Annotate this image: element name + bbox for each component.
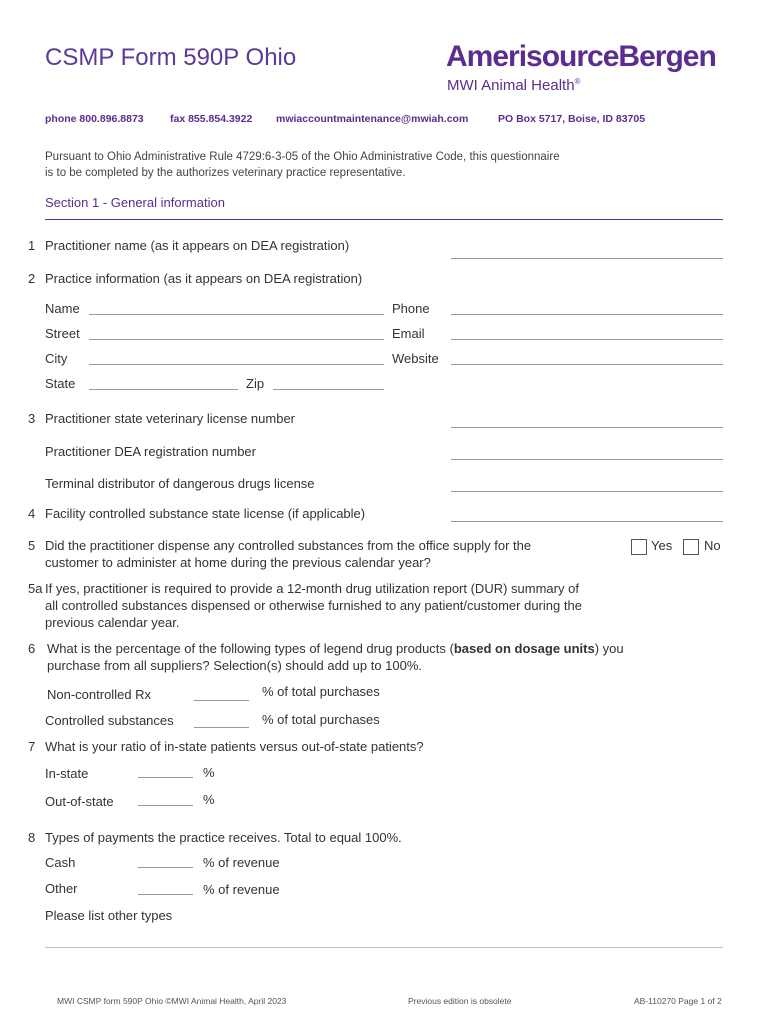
city-label: City: [45, 351, 68, 366]
cash-label: Cash: [45, 855, 76, 870]
instate-pct-sign: %: [203, 765, 215, 780]
question-number: 5a: [28, 581, 43, 596]
yes-checkbox[interactable]: [631, 539, 647, 555]
question-number: 8: [28, 830, 36, 845]
footer-obsolete-note: Previous edition is obsolete: [408, 996, 512, 1006]
yes-label: Yes: [651, 538, 673, 553]
outstate-pct-field[interactable]: [138, 805, 193, 806]
dea-number-field[interactable]: [451, 459, 723, 460]
controlled-label: Controlled substances: [45, 713, 174, 728]
website-field[interactable]: [451, 364, 723, 365]
email-field[interactable]: [451, 339, 723, 340]
other-revenue-label: % of revenue: [203, 882, 280, 897]
vet-license-label: Practitioner state veterinary license number: [45, 411, 296, 426]
page-title: CSMP Form 590P Ohio: [45, 44, 297, 71]
question-number: 7: [28, 739, 36, 754]
noncontrolled-pct-field[interactable]: [194, 700, 249, 701]
question-number: 1: [28, 238, 36, 253]
question-number: 6: [28, 641, 36, 656]
other-types-field[interactable]: [45, 947, 723, 948]
list-other-label: Please list other types: [45, 908, 173, 923]
other-pct-field[interactable]: [138, 894, 193, 895]
dispense-question: Did the practitioner dispense any controlled substances from the office supply for the customer to administer at home during the previous calendar year?: [45, 538, 532, 570]
footer-page-number: AB-110270 Page 1 of 2: [634, 996, 722, 1006]
zip-field[interactable]: [273, 389, 384, 390]
outstate-label: Out-of-state: [45, 794, 114, 809]
question-number: 2: [28, 271, 36, 286]
noncontrolled-pct-label: % of total purchases: [262, 684, 380, 699]
phone-field[interactable]: [451, 314, 723, 315]
phone-label: Phone: [392, 301, 430, 316]
vet-license-field[interactable]: [451, 427, 723, 428]
outstate-pct-sign: %: [203, 792, 215, 807]
facility-license-label: Facility controlled substance state license (if applicable): [45, 506, 366, 521]
brand-subtitle: MWI Animal Health®: [447, 77, 581, 94]
controlled-pct-label: % of total purchases: [262, 712, 380, 727]
other-label: Other: [45, 881, 78, 896]
practice-info-label: Practice information (as it appears on DEA registration): [45, 271, 363, 286]
no-checkbox[interactable]: [683, 539, 699, 555]
intro-paragraph: Pursuant to Ohio Administrative Rule 4729:6-3-05 of the Ohio Administrative Code, this questionnaire is to be completed by the authorizes veterinary practice representative.: [45, 151, 560, 179]
contact-fax: fax 855.854.3922: [170, 113, 253, 125]
instate-label: In-state: [45, 766, 89, 781]
controlled-pct-field[interactable]: [194, 727, 249, 728]
street-field[interactable]: [89, 339, 384, 340]
dur-notice: If yes, practitioner is required to provide a 12-month drug utilization report (DUR) summary of all controlled substances dispensed or otherwise furnished to any patient/customer during the previous calendar year.: [45, 581, 582, 630]
practitioner-name-field[interactable]: [451, 258, 723, 259]
contact-email: mwiaccountmaintenance@mwiah.com: [276, 113, 469, 125]
payment-types-question: Types of payments the practice receives. Total to equal 100%.: [45, 830, 402, 845]
state-label: State: [45, 376, 76, 391]
brand-logo: AmerisourceBergen: [446, 40, 716, 73]
dea-number-label: Practitioner DEA registration number: [45, 444, 256, 459]
practitioner-name-label: Practitioner name (as it appears on DEA registration): [45, 238, 350, 253]
section-divider: [45, 219, 723, 220]
email-label: Email: [392, 326, 425, 341]
patient-ratio-question: What is your ratio of in-state patients versus out-of-state patients?: [45, 739, 424, 754]
instate-pct-field[interactable]: [138, 777, 193, 778]
question-number: 4: [28, 506, 36, 521]
noncontrolled-label: Non-controlled Rx: [47, 687, 152, 702]
contact-phone: phone 800.896.8873: [45, 113, 144, 125]
website-label: Website: [392, 351, 439, 366]
street-label: Street: [45, 326, 80, 341]
facility-license-field[interactable]: [451, 521, 723, 522]
state-field[interactable]: [89, 389, 238, 390]
footer-copyright: MWI CSMP form 590P Ohio ©MWI Animal Health, April 2023: [57, 996, 287, 1006]
legend-drug-question: What is the percentage of the following types of legend drug products (based on dosage units) you purchase from all suppliers? Selection(s) should add up to 100%.: [47, 641, 624, 673]
cash-revenue-label: % of revenue: [203, 855, 280, 870]
zip-label: Zip: [246, 376, 265, 391]
question-number: 5: [28, 538, 36, 553]
question-number: 3: [28, 411, 36, 426]
terminal-distributor-label: Terminal distributor of dangerous drugs license: [45, 476, 315, 491]
city-field[interactable]: [89, 364, 384, 365]
cash-pct-field[interactable]: [138, 867, 193, 868]
name-label: Name: [45, 301, 80, 316]
name-field[interactable]: [89, 314, 384, 315]
contact-po-box: PO Box 5717, Boise, ID 83705: [498, 113, 646, 125]
terminal-distributor-field[interactable]: [451, 491, 723, 492]
no-label: No: [704, 538, 721, 553]
section-heading: Section 1 - General information: [45, 195, 225, 210]
